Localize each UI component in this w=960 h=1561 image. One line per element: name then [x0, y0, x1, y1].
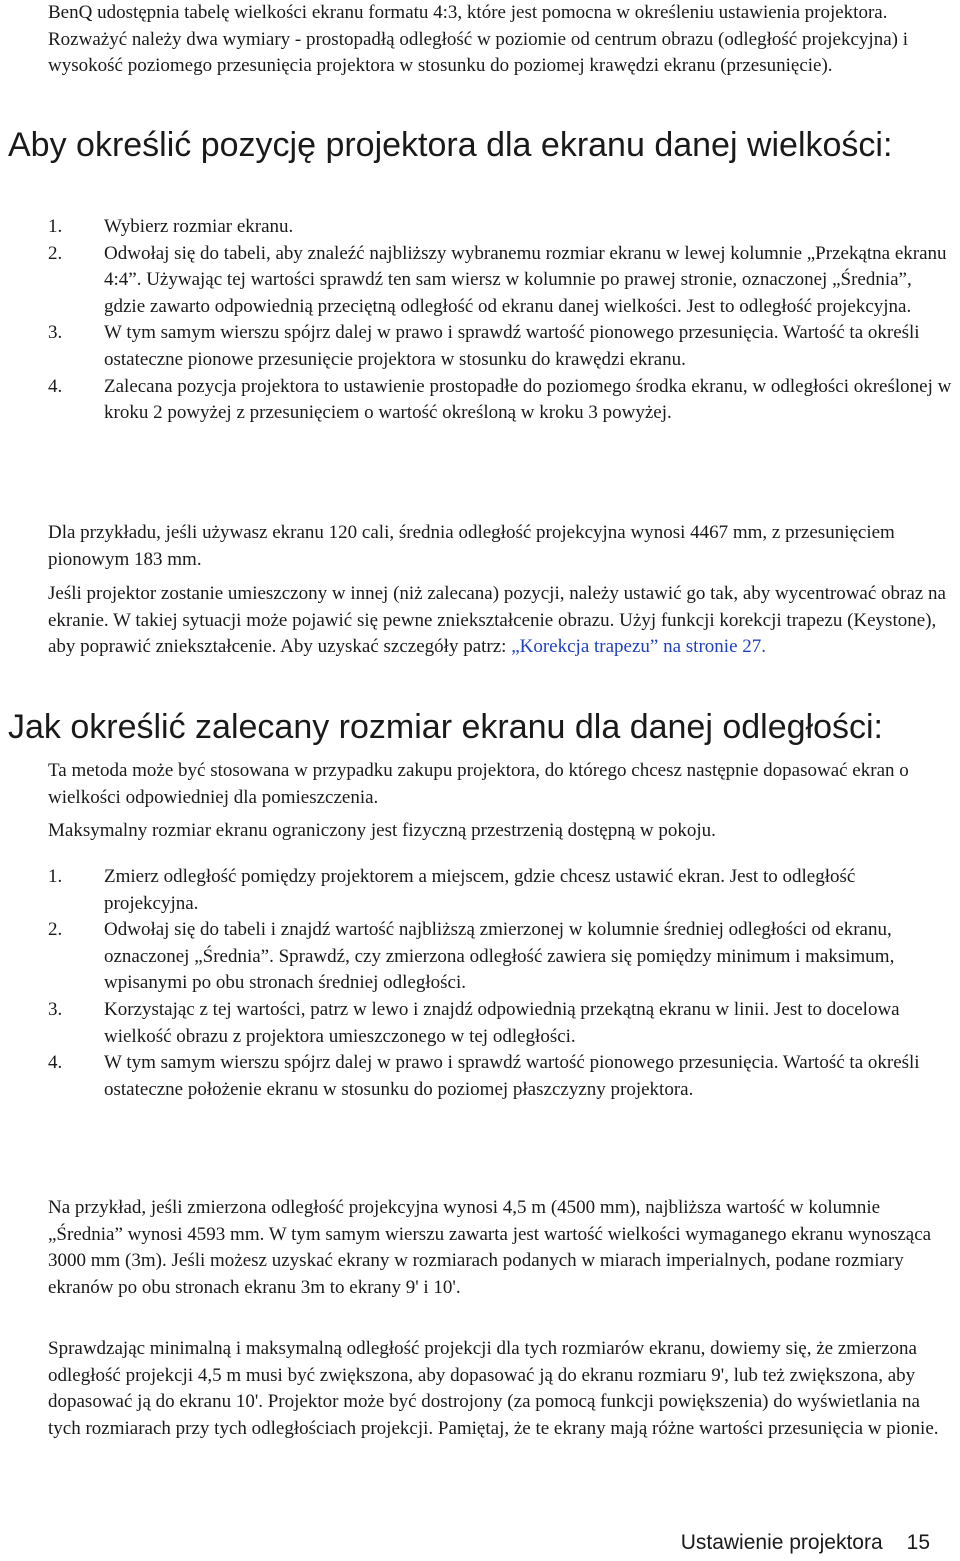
step-text: W tym samym wierszu spójrz dalej w prawo i sprawdź wartość pionowego przesunięcia. Wartość ta określi ostateczne pionowe przesunięcie projektora w stosunku do krawędzi ekranu.: [104, 322, 920, 370]
step-number: 3.: [48, 322, 63, 344]
section2-paragraph-2: Maksymalny rozmiar ekranu ograniczony jest fizyczną przestrzenią dostępną w pokoju.: [48, 820, 716, 841]
step-number: 2.: [48, 919, 63, 941]
section1-steps: [48, 214, 953, 427]
section2-heading: Jak określić zalecany rozmiar ekranu dla danej odległości:: [8, 708, 883, 746]
page-footer: [681, 1531, 930, 1555]
section2-paragraph-1: Ta metoda może być stosowana w przypadku zakupu projektora, do którego chcesz następnie dopasować ekran o wielkości odpowiedniej dla pomieszczenia.: [48, 760, 909, 808]
list-item: [48, 864, 953, 917]
step-text: Odwołaj się do tabeli i znajdź wartość najbliższą zmierzonej w kolumnie średniej odległości od ekranu, oznaczonej „Średnia”. Sprawdź, czy zmierzona odległość zawiera się pomiędzy minimum i maksimum, wpisanymi po obu stronach średniej odległości.: [104, 919, 895, 994]
list-item: [48, 374, 953, 427]
step-number: 3.: [48, 998, 63, 1020]
step-text: Zmierz odległość pomiędzy projektorem a miejscem, gdzie chcesz ustawić ekran. Jest to odległość projekcyjna.: [104, 866, 856, 914]
note-text: Jeśli projektor zostanie umieszczony w innej (niż zalecana) pozycji, należy ustawić go tak, aby wycentrować obraz na ekranie. W takiej sytuacji może pojawić się pewne zniekształcenie obrazu. Użyj funkcji korekcji trapezu (Keystone), aby poprawić zniekształcenie. Aby uzyskać szczegóły patrz:: [48, 583, 946, 658]
step-text: Wybierz rozmiar ekranu.: [104, 216, 294, 237]
step-number: 1.: [48, 866, 63, 887]
step-number: 4.: [48, 375, 63, 397]
footer-section-title: Ustawienie projektora: [680, 1531, 883, 1554]
keystone-link[interactable]: „Korekcja trapezu” na stronie 27.: [511, 636, 766, 658]
step-text: Korzystając z tej wartości, patrz w lewo i znajdź odpowiednią przekątną ekranu w linii. Jest to docelowa wielkość obrazu z projektora umieszczonego w tej odległości.: [104, 998, 900, 1047]
list-item: [48, 320, 953, 373]
step-text: W tym samym wierszu spójrz dalej w prawo i sprawdź wartość pionowego przesunięcia. Wartość ta określi ostateczne położenie ekranu w stosunku do poziomej płaszczyzny projektora.: [104, 1052, 920, 1100]
section1-note: [48, 581, 953, 661]
section2-steps: [48, 864, 953, 1103]
step-text: Zalecana pozycja projektora to ustawienie prostopadłe do poziomego środka ekranu, w odległości określonej w kroku 2 powyżej z przesunięciem o wartość określoną w kroku 3 powyżej.: [104, 375, 952, 424]
section2-closing: Sprawdzając minimalną i maksymalną odległość projekcji dla tych rozmiarów ekranu, dowiemy się, że zmierzona odległość projekcji 4,5 m musi być zwiększona, aby dopasować ją do ekranu rozmiaru 9', lub też zwiększona, aby dopasować ją do ekranu 10'. Projektor może być dostrojony (za pomocą funkcji powiększenia) do wyświetlania na tych rozmiarach przy tych odległościach projekcji. Pamiętaj, że te ekrany mają różne wartości przesunięcia w pionie.: [48, 1338, 939, 1439]
list-item: [48, 997, 953, 1050]
list-item: [48, 917, 953, 997]
page-number: 15: [906, 1531, 930, 1554]
section1-example: Dla przykładu, jeśli używasz ekranu 120 cali, średnia odległość projekcyjna wynosi 4467 mm, z przesunięciem pionowym 183 mm.: [48, 522, 895, 570]
step-number: 1.: [48, 216, 63, 237]
step-number: 4.: [48, 1052, 63, 1074]
intro-paragraph: BenQ udostępnia tabelę wielkości ekranu formatu 4:3, które jest pomocna w określeniu ustawienia projektora. Rozważyć należy dwa wymiary - prostopadłą odległość w poziomie od centrum obrazu (odległość projekcyjna) i wysokość poziomego przesunięcia projektora w stosunku do poziomej krawędzi ekranu (przesunięcie).: [48, 2, 908, 77]
list-item: [48, 214, 953, 241]
section1-heading: Aby określić pozycję projektora dla ekranu danej wielkości:: [8, 126, 893, 164]
list-item: [48, 241, 953, 321]
step-text: Odwołaj się do tabeli, aby znaleźć najbliższy wybranemu rozmiar ekranu w lewej kolumnie „Przekątna ekranu 4:4”. Używając tej wartości sprawdź ten sam wiersz w kolumnie po prawej stronie, oznaczonej „Średnia”, gdzie zawarto odpowiednią przeciętną odległość od ekranu danej wielkości. Jest to odległość projekcyjna.: [104, 242, 947, 317]
list-item: [48, 1050, 953, 1103]
section2-example: Na przykład, jeśli zmierzona odległość projekcyjna wynosi 4,5 m (4500 mm), najbliższa wartość w kolumnie „Średnia” wynosi 4593 mm. W tym samym wierszu zawarta jest wartość wielkości wymaganego ekranu wynosząca 3000 mm (3m). Jeśli możesz uzyskać ekrany w rozmiarach podanych w miarach imperialnych, podane rozmiary ekranów po obu stronach ekranu 3m to ekrany 9' i 10'.: [48, 1197, 932, 1298]
step-number: 2.: [48, 242, 63, 264]
